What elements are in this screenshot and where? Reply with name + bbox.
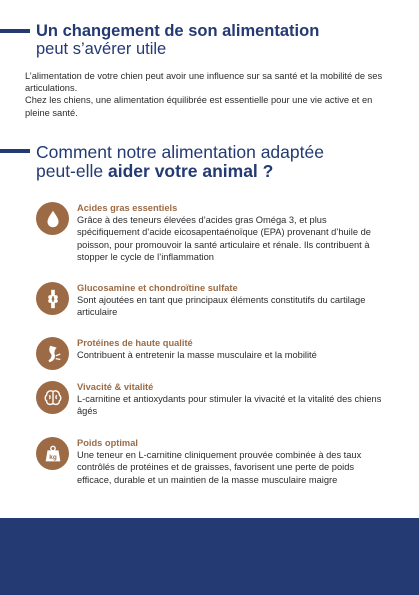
section1-title-bold: Un changement de son alimentation [36,22,320,40]
footer-band [0,518,419,595]
benefit-text: Contribuent à entretenir la masse musculaire et la mobilité [77,350,317,361]
intro-paragraph: Chez les chiens, une alimentation équilibrée est essentielle pour une vie active et en pleine santé. [25,95,373,118]
benefit-title: Poids optimal [77,438,138,448]
section2-title [36,143,324,181]
benefit-title: Glucosamine et chondroïtine sulfate [77,283,238,293]
section1-title [36,23,319,59]
benefit-text: Une teneur en L-carnitine cliniquement prouvée combinée à des taux contrôlés de protéines et de graisses, favorisent une perte de poids efficace, durable et un maintien de la masse musculaire maigre [77,450,362,485]
section1-accent-bar [0,29,30,33]
section2-title-bold: aider votre animal ? [108,160,274,181]
benefit-title: Protéines de haute qualité [77,338,193,348]
intro-paragraph: L’alimentation de votre chien peut avoir une influence sur sa santé et la mobilité de ses articulations. [25,71,383,94]
weight-icon [36,437,69,470]
brain-icon [36,381,69,414]
section2-title-line2 [36,162,324,181]
benefit-title: Vivacité & vitalité [77,382,154,392]
oil-drop-icon [36,202,69,235]
benefit-text: Grâce à des teneurs élevées d’acides gras Oméga 3, et plus spécifiquement d’acide eicosapentaénoïque (EPA) provenant d’huile de poisson, pour promouvoir la santé articulaire et rénale. Ils contribuent à stopper le cycle de l’inflammation [77,215,371,262]
benefit-text: L-carnitine et antioxydants pour stimuler la vivacité et la vitalité des chiens âgés [77,394,382,417]
benefit-title: Acides gras essentiels [77,203,178,213]
section2-title-line1: Comment notre alimentation adaptée [36,142,324,162]
dog-leg-icon [36,337,69,370]
weight-icon-label: kg [48,453,57,461]
section1-title-light: peut s’avérer utile [36,39,167,58]
joint-icon [36,282,69,315]
section2-title-prefix: peut-elle [36,160,108,181]
benefit-text: Sont ajoutées en tant que principaux éléments constitutifs du cartilage articulaire [77,295,366,318]
section2-accent-bar [0,149,30,153]
intro-text [25,70,397,119]
